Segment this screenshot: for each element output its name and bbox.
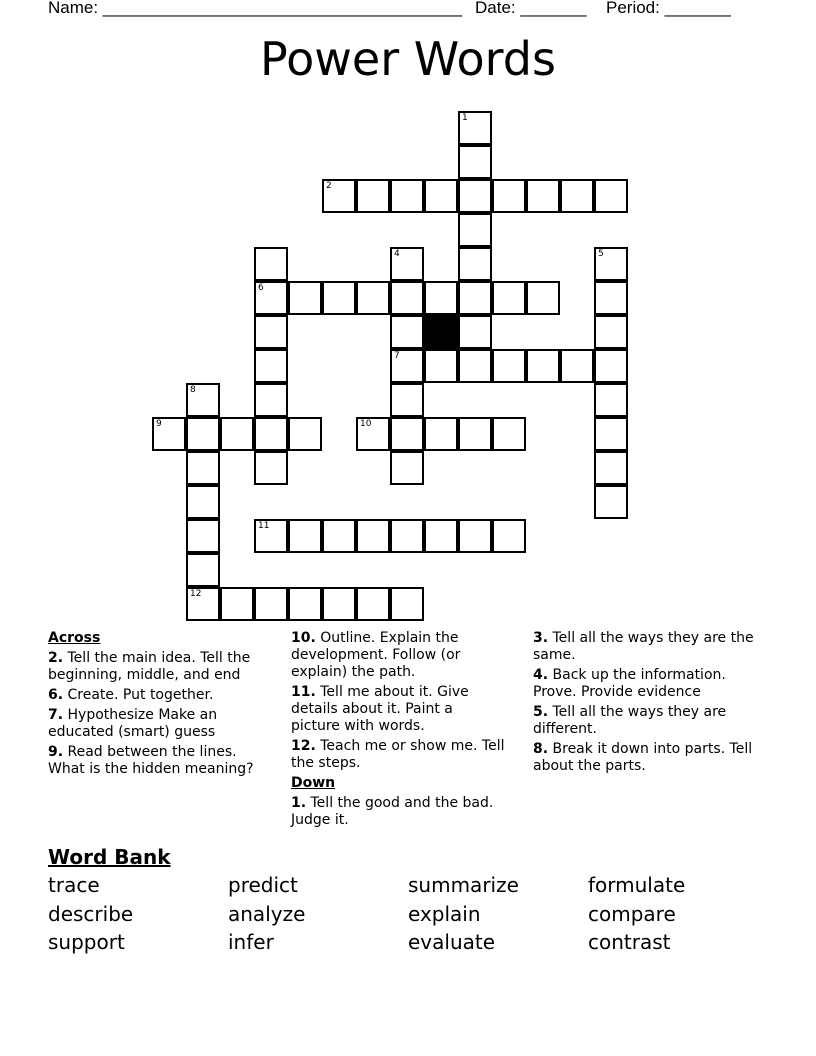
word-bank-word: analyze [228, 902, 306, 926]
crossword-cell[interactable] [560, 349, 594, 383]
crossword-cell[interactable] [254, 451, 288, 485]
clue-item [48, 687, 273, 704]
crossword-cell[interactable] [356, 417, 390, 451]
crossword-cell[interactable] [390, 247, 424, 281]
crossword-cell[interactable] [594, 383, 628, 417]
clue-item-number: 2. [48, 650, 64, 666]
crossword-cell[interactable] [458, 247, 492, 281]
crossword-cell[interactable] [594, 281, 628, 315]
crossword-cell[interactable] [424, 349, 458, 383]
crossword-cell[interactable] [322, 179, 356, 213]
clue-item-number: 4. [533, 667, 549, 683]
clue-item [533, 741, 763, 775]
clue-item-text: Tell the main idea. Tell the beginning, middle, and end [48, 650, 251, 683]
crossword-cell[interactable] [594, 349, 628, 383]
crossword-cell[interactable] [254, 417, 288, 451]
clue-item [533, 630, 763, 664]
clue-item-number: 10. [291, 630, 316, 646]
crossword-cell[interactable] [458, 519, 492, 553]
clue-item-number: 7. [48, 707, 64, 723]
crossword-cell[interactable] [492, 417, 526, 451]
crossword-cell[interactable] [254, 349, 288, 383]
clues-column-1 [48, 630, 273, 781]
word-bank-word: describe [48, 902, 134, 926]
crossword-cell[interactable] [526, 281, 560, 315]
crossword-cell[interactable] [186, 383, 220, 417]
crossword-cell[interactable] [152, 417, 186, 451]
clue-number: 10 [360, 419, 372, 429]
word-bank-word: infer [228, 930, 274, 954]
word-bank-word: compare [588, 902, 676, 926]
crossword-cell[interactable] [390, 349, 424, 383]
crossword-cell[interactable] [458, 281, 492, 315]
crossword-cell[interactable] [186, 485, 220, 519]
word-bank-word: evaluate [408, 930, 496, 954]
crossword-cell[interactable] [220, 587, 254, 621]
clue-item-text: Teach me or show me. Tell the steps. [291, 738, 505, 771]
clue-number: 6 [258, 283, 264, 293]
crossword-cell[interactable] [288, 281, 322, 315]
clue-number: 2 [326, 181, 332, 191]
across-heading: Across [48, 630, 101, 646]
clue-item-text: Break it down into parts. Tell about the parts. [533, 741, 753, 774]
crossword-cell[interactable] [424, 281, 458, 315]
crossword-cell[interactable] [526, 349, 560, 383]
crossword-cell[interactable] [458, 417, 492, 451]
crossword-cell[interactable] [594, 485, 628, 519]
clue-item-text: Back up the information. Prove. Provide evidence [533, 667, 726, 700]
crossword-cell[interactable] [492, 281, 526, 315]
crossword-cell[interactable] [186, 519, 220, 553]
crossword-cell[interactable] [390, 383, 424, 417]
clue-number: 7 [394, 351, 400, 361]
name-field-label[interactable]: Name: ______________________________________ [48, 0, 463, 17]
crossword-cell[interactable] [288, 519, 322, 553]
clue-item-number: 9. [48, 744, 64, 760]
clue-item-text: Hypothesize Make an educated (smart) guess [48, 707, 218, 740]
crossword-cell[interactable] [322, 519, 356, 553]
crossword-cell[interactable] [458, 349, 492, 383]
word-bank-word: trace [48, 873, 100, 897]
crossword-cell[interactable] [594, 417, 628, 451]
crossword-cell[interactable] [424, 179, 458, 213]
crossword-cell[interactable] [220, 417, 254, 451]
clue-number: 9 [156, 419, 162, 429]
crossword-cell[interactable] [390, 519, 424, 553]
crossword-cell[interactable] [458, 213, 492, 247]
clue-item [48, 650, 273, 684]
crossword-cell[interactable] [390, 451, 424, 485]
crossword-cell[interactable] [186, 451, 220, 485]
crossword-cell[interactable] [390, 281, 424, 315]
word-bank-word: formulate [588, 873, 686, 897]
crossword-cell[interactable] [356, 281, 390, 315]
crossword-cell[interactable] [390, 587, 424, 621]
clues-column-3 [533, 630, 763, 778]
clue-number: 11 [258, 521, 270, 531]
down-heading: Down [291, 775, 336, 791]
crossword-cell[interactable] [458, 179, 492, 213]
clue-item [291, 684, 506, 735]
clue-number: 12 [190, 589, 202, 599]
crossword-cell[interactable] [424, 417, 458, 451]
crossword-cell[interactable] [492, 179, 526, 213]
crossword-cell[interactable] [186, 417, 220, 451]
clue-item-number: 11. [291, 684, 316, 700]
word-bank-word: predict [228, 873, 298, 897]
crossword-cell[interactable] [390, 179, 424, 213]
crossword-cell[interactable] [322, 587, 356, 621]
clue-item [291, 795, 506, 829]
crossword-cell[interactable] [288, 417, 322, 451]
crossword-cell[interactable] [458, 111, 492, 145]
crossword-cell[interactable] [356, 179, 390, 213]
clue-item [48, 744, 273, 778]
crossword-cell[interactable] [390, 315, 424, 349]
clue-number: 4 [394, 249, 400, 259]
clue-item-number: 8. [533, 741, 549, 757]
clue-item-text: Tell the good and the bad. Judge it. [291, 795, 494, 828]
crossword-cell[interactable] [390, 417, 424, 451]
crossword-cell[interactable] [254, 587, 288, 621]
word-bank-title: Word Bank [48, 845, 171, 869]
crossword-cell[interactable] [560, 179, 594, 213]
crossword-cell[interactable] [356, 519, 390, 553]
word-bank-word: support [48, 930, 125, 954]
crossword-cell[interactable] [322, 281, 356, 315]
crossword-cell[interactable] [288, 587, 322, 621]
clue-item-text: Outline. Explain the development. Follow (or explain) the path. [291, 630, 461, 680]
crossword-cell[interactable] [594, 247, 628, 281]
word-bank-word: contrast [588, 930, 671, 954]
crossword-cell[interactable] [526, 179, 560, 213]
crossword-cell[interactable] [254, 519, 288, 553]
clue-item [533, 667, 763, 701]
clue-item [533, 704, 763, 738]
clue-item-text: Tell me about it. Give details about it. Paint a picture with words. [291, 684, 469, 734]
clue-item [48, 707, 273, 741]
word-bank-word: explain [408, 902, 481, 926]
clue-number: 8 [190, 385, 196, 395]
period-field-label[interactable]: Period: _______ [606, 0, 731, 17]
clue-item-number: 3. [533, 630, 549, 646]
clues-column-2 [291, 630, 506, 832]
crossword-cell[interactable] [458, 315, 492, 349]
crossword-cell[interactable] [458, 145, 492, 179]
crossword-cell[interactable] [594, 179, 628, 213]
crossword-cell[interactable] [254, 383, 288, 417]
crossword-cell[interactable] [424, 519, 458, 553]
clue-item-number: 6. [48, 687, 64, 703]
clue-item-text: Tell all the ways they are different. [533, 704, 727, 737]
clue-item-number: 12. [291, 738, 316, 754]
word-bank-word: summarize [408, 873, 519, 897]
clue-item-number: 1. [291, 795, 307, 811]
crossword-cell[interactable] [594, 451, 628, 485]
clue-number: 5 [598, 249, 604, 259]
crossword-cell[interactable] [492, 349, 526, 383]
crossword-cell[interactable] [492, 519, 526, 553]
crossword-cell[interactable] [254, 247, 288, 281]
clue-item-number: 5. [533, 704, 549, 720]
page-title: Power Words [260, 32, 556, 86]
clue-item-text: Create. Put together. [63, 687, 214, 703]
crossword-cell[interactable] [186, 587, 220, 621]
clue-item-text: Tell all the ways they are the same. [533, 630, 754, 663]
crossword-cell[interactable] [186, 553, 220, 587]
crossword-cell[interactable] [594, 315, 628, 349]
crossword-black-cell [424, 315, 458, 349]
crossword-cell[interactable] [356, 587, 390, 621]
date-field-label[interactable]: Date: _______ [475, 0, 587, 17]
clue-item-text: Read between the lines. What is the hidden meaning? [48, 744, 254, 777]
clue-item [291, 738, 506, 772]
clue-number: 1 [462, 113, 468, 123]
clue-item [291, 630, 506, 681]
crossword-cell[interactable] [254, 315, 288, 349]
crossword-cell[interactable] [254, 281, 288, 315]
